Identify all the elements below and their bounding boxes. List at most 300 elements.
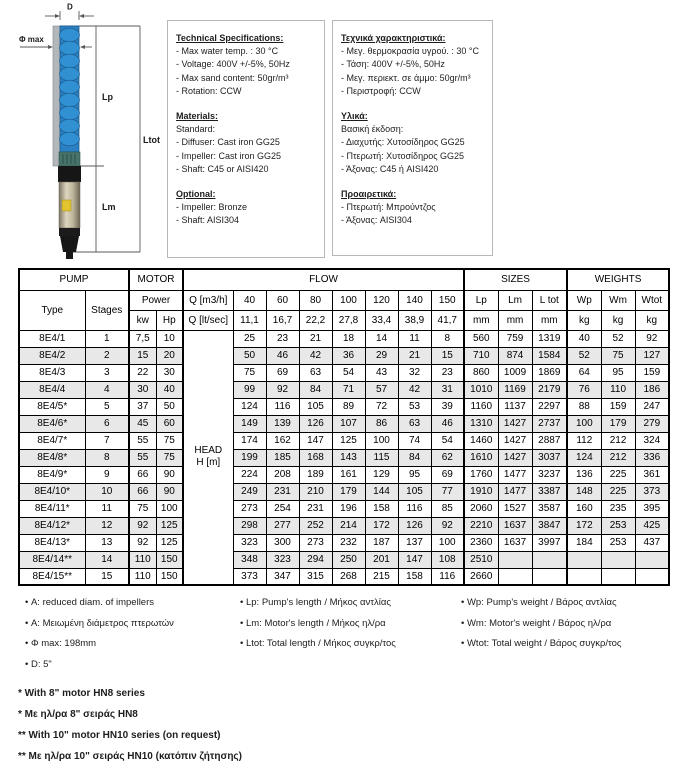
cell-head-m: 144 — [365, 483, 398, 500]
cell-head-m: 149 — [233, 415, 266, 432]
cell-head-m: 54 — [431, 432, 464, 449]
column-header-type: Type — [19, 290, 85, 330]
cell-head-m: 71 — [332, 381, 365, 398]
cell-head-m: 172 — [365, 517, 398, 534]
cell-head-m: 43 — [365, 364, 398, 381]
column-header-stages: Stages — [85, 290, 129, 330]
coupling-band — [58, 166, 81, 182]
cell-size-mm: 3387 — [532, 483, 567, 500]
cell-hp: 90 — [156, 483, 183, 500]
cell-head-m: 46 — [431, 415, 464, 432]
cell-head-m: 105 — [398, 483, 431, 500]
cell-head-m: 125 — [332, 432, 365, 449]
cell-size-mm: 2179 — [532, 381, 567, 398]
cell-head-m: 348 — [233, 551, 266, 568]
cell-weight-kg: 64 — [567, 364, 601, 381]
cell-size-mm: 1160 — [464, 398, 498, 415]
spec-item: - Πτερωτή: Μπρούντζος — [341, 202, 436, 213]
cell-head-m: 300 — [266, 534, 299, 551]
cell-head-m: 116 — [398, 500, 431, 517]
cell-size-mm: 1137 — [498, 398, 532, 415]
cell-hp: 30 — [156, 364, 183, 381]
cell-head-m: 50 — [233, 347, 266, 364]
weight-unit-header: kg — [635, 310, 669, 330]
spec-section — [341, 110, 484, 176]
spec-section — [341, 188, 484, 228]
cell-head-m: 39 — [431, 398, 464, 415]
cell-stages: 14 — [85, 551, 129, 568]
cell-pump-type: 8E4/10* — [19, 483, 85, 500]
cell-head-m: 15 — [431, 347, 464, 364]
spec-item: - Περιστροφή: CCW — [341, 85, 421, 96]
spec-item: - Μεγ. θερμοκρασία υγρού. : 30 °C — [341, 46, 479, 57]
cell-hp: 40 — [156, 381, 183, 398]
cell-size-mm: 710 — [464, 347, 498, 364]
section-header-pump: PUMP — [19, 269, 129, 290]
table-row — [19, 398, 669, 415]
spec-item: - Τάση: 400V +/-5%, 50Hz — [341, 59, 445, 70]
legend-item: • Wm: Motor's weight / Βάρος ηλ/ρα — [461, 618, 622, 639]
spec-subheading: Standard: — [176, 124, 216, 135]
cell-weight-kg: 159 — [635, 364, 669, 381]
legend-column — [461, 597, 622, 659]
cell-head-m: 42 — [299, 347, 332, 364]
cell-head-m: 53 — [398, 398, 431, 415]
flow-rate-m3h-header: 150 — [431, 290, 464, 310]
section-header-motor: MOTOR — [129, 269, 183, 290]
cell-hp: 60 — [156, 415, 183, 432]
cell-size-mm: 2887 — [532, 432, 567, 449]
cell-weight-kg: 40 — [567, 330, 601, 347]
legend-item: • Ltot: Total length / Μήκος συγκρ/τος — [240, 638, 396, 659]
spec-item: - Max water temp. : 30 °C — [176, 46, 279, 57]
table-row — [19, 432, 669, 449]
cell-kw: 55 — [129, 432, 156, 449]
cell-head-m: 23 — [266, 330, 299, 347]
cell-head-m: 249 — [233, 483, 266, 500]
cell-head-m: 115 — [365, 449, 398, 466]
cell-pump-type: 8E4/7* — [19, 432, 85, 449]
cell-size-mm: 2660 — [464, 568, 498, 585]
spec-item: - Diffuser: Cast iron GG25 — [176, 137, 280, 148]
weight-unit-header: kg — [567, 310, 601, 330]
cell-head-m: 252 — [299, 517, 332, 534]
cell-head-m: 158 — [365, 500, 398, 517]
cell-head-m: 187 — [365, 534, 398, 551]
cell-pump-type: 8E4/4 — [19, 381, 85, 398]
legend-item: • Wtot: Total weight / Βάρος συγκρ/τος — [461, 638, 622, 659]
legend-item: • Lm: Motor's length / Μήκος ηλ/ρα — [240, 618, 396, 639]
flow-rate-m3h-header: 40 — [233, 290, 266, 310]
cell-head-m: 11 — [398, 330, 431, 347]
cell-pump-type: 8E4/15** — [19, 568, 85, 585]
legend-column — [25, 597, 174, 679]
cell-head-m: 129 — [365, 466, 398, 483]
flow-rate-m3h-header: 100 — [332, 290, 365, 310]
cell-head-m: 89 — [332, 398, 365, 415]
cell-head-m: 75 — [233, 364, 266, 381]
cell-size-mm: 3237 — [532, 466, 567, 483]
legend-item: • Φ max: 198mm — [25, 638, 174, 659]
cell-stages: 9 — [85, 466, 129, 483]
table-section-header-row — [19, 269, 669, 290]
cell-head-m: 29 — [365, 347, 398, 364]
cell-weight-kg: 184 — [567, 534, 601, 551]
cell-size-mm: 2060 — [464, 500, 498, 517]
spec-box-english — [167, 20, 325, 258]
cell-head-m: 116 — [431, 568, 464, 585]
cell-weight-kg: 75 — [601, 347, 635, 364]
cell-size-mm: 1009 — [498, 364, 532, 381]
cell-head-m: 162 — [266, 432, 299, 449]
weight-column-header: Wtot — [635, 290, 669, 310]
cell-stages: 7 — [85, 432, 129, 449]
cell-head-m: 137 — [398, 534, 431, 551]
spec-heading: Προαιρετικά: — [341, 189, 397, 200]
cell-size-mm: 1760 — [464, 466, 498, 483]
cell-head-m: 139 — [266, 415, 299, 432]
cell-kw: 66 — [129, 466, 156, 483]
cell-kw: 110 — [129, 568, 156, 585]
cell-head-m: 25 — [233, 330, 266, 347]
cell-stages: 4 — [85, 381, 129, 398]
cell-head-m: 54 — [332, 364, 365, 381]
cell-hp: 150 — [156, 551, 183, 568]
cell-kw: 66 — [129, 483, 156, 500]
flow-rate-ltsec-header: 11,1 — [233, 310, 266, 330]
spec-item: - Shaft: C45 or AISI420 — [176, 163, 269, 174]
head-merged-cell: HEAD H [m] — [183, 330, 233, 585]
cell-head-m: 277 — [266, 517, 299, 534]
cell-head-m: 42 — [398, 381, 431, 398]
cell-pump-type: 8E4/3 — [19, 364, 85, 381]
cell-weight-kg: 324 — [635, 432, 669, 449]
flow-rate-ltsec-header: 16,7 — [266, 310, 299, 330]
cell-head-m: 69 — [431, 466, 464, 483]
cell-weight-kg: 437 — [635, 534, 669, 551]
motor-label — [62, 200, 71, 211]
cell-size-mm: 1319 — [532, 330, 567, 347]
cell-weight-kg: 159 — [601, 398, 635, 415]
cell-weight-kg: 225 — [601, 483, 635, 500]
flow-rate-ltsec-header: 22,2 — [299, 310, 332, 330]
cell-head-m: 31 — [431, 381, 464, 398]
spec-section — [341, 32, 484, 98]
cell-head-m: 201 — [365, 551, 398, 568]
cell-weight-kg: 179 — [601, 415, 635, 432]
footnote: * Με ηλ/ρα 8" σειράς HN8 — [18, 709, 138, 720]
cell-head-m: 373 — [233, 568, 266, 585]
spec-heading: Υλικά: — [341, 111, 368, 122]
cell-hp: 20 — [156, 347, 183, 364]
cell-stages: 1 — [85, 330, 129, 347]
bottom-tip — [66, 252, 73, 259]
cell-head-m: 32 — [398, 364, 431, 381]
weight-unit-header: kg — [601, 310, 635, 330]
cell-head-m: 77 — [431, 483, 464, 500]
cell-weight-kg: 92 — [635, 330, 669, 347]
flow-rate-m3h-header: 120 — [365, 290, 398, 310]
table-row — [19, 415, 669, 432]
legend-item: • D: 5" — [25, 659, 174, 680]
cell-head-m: 168 — [299, 449, 332, 466]
cell-head-m: 21 — [398, 347, 431, 364]
cell-size-mm: 874 — [498, 347, 532, 364]
cell-head-m: 273 — [233, 500, 266, 517]
cell-kw: 45 — [129, 415, 156, 432]
column-header-q-m3h: Q [m3/h] — [183, 290, 233, 310]
spec-item: - Άξονας: AISI304 — [341, 215, 412, 226]
spec-heading: Technical Specifications: — [176, 33, 284, 43]
legend-item: • Wp: Pump's weight / Βάρος αντλίας — [461, 597, 622, 618]
cell-head-m: 23 — [431, 364, 464, 381]
cell-head-m: 57 — [365, 381, 398, 398]
cell-pump-type: 8E4/1 — [19, 330, 85, 347]
size-column-header: Lm — [498, 290, 532, 310]
pump-diagram — [18, 2, 168, 264]
cell-kw: 30 — [129, 381, 156, 398]
cell-head-m: 107 — [332, 415, 365, 432]
cell-head-m: 99 — [233, 381, 266, 398]
cell-stages: 3 — [85, 364, 129, 381]
cell-size-mm — [498, 551, 532, 568]
dim-label-lp: Lp — [102, 92, 113, 102]
spec-item: - Διαχυτής: Χυτοσίδηρος GG25 — [341, 137, 465, 148]
cell-kw: 110 — [129, 551, 156, 568]
cell-weight-kg: 136 — [567, 466, 601, 483]
spec-item: - Rotation: CCW — [176, 85, 242, 96]
cell-head-m: 105 — [299, 398, 332, 415]
dim-label-ltot: Ltot — [143, 135, 160, 145]
cell-size-mm: 1477 — [498, 466, 532, 483]
cell-size-mm: 1427 — [498, 432, 532, 449]
cell-stages: 6 — [85, 415, 129, 432]
cell-weight-kg: 336 — [635, 449, 669, 466]
cell-head-m: 69 — [266, 364, 299, 381]
cell-weight-kg — [601, 551, 635, 568]
cell-size-mm: 2210 — [464, 517, 498, 534]
cell-weight-kg — [635, 551, 669, 568]
table-row — [19, 449, 669, 466]
legend-item: • Lp: Pump's length / Μήκος αντλίας — [240, 597, 396, 618]
cell-pump-type: 8E4/2 — [19, 347, 85, 364]
cell-kw: 75 — [129, 500, 156, 517]
cell-weight-kg: 395 — [635, 500, 669, 517]
footnote: * With 8" motor HN8 series — [18, 688, 145, 699]
cell-head-m: 92 — [431, 517, 464, 534]
cell-size-mm: 1310 — [464, 415, 498, 432]
bottom-cap — [60, 236, 79, 252]
spec-subheading: Βασική έκδοση: — [341, 124, 404, 135]
cell-head-m: 210 — [299, 483, 332, 500]
cell-head-m: 185 — [266, 449, 299, 466]
cell-weight-kg: 160 — [567, 500, 601, 517]
cell-weight-kg: 212 — [601, 449, 635, 466]
cell-weight-kg: 148 — [567, 483, 601, 500]
cell-weight-kg — [601, 568, 635, 585]
footnote: ** With 10" motor HN10 series (on request) — [18, 730, 221, 741]
spec-section — [176, 32, 316, 98]
table-row — [19, 551, 669, 568]
cell-head-m: 124 — [233, 398, 266, 415]
cell-weight-kg: 253 — [601, 517, 635, 534]
table-row — [19, 517, 669, 534]
legend-column — [240, 597, 396, 659]
cell-kw: 92 — [129, 517, 156, 534]
cell-head-m: 74 — [398, 432, 431, 449]
cell-stages: 8 — [85, 449, 129, 466]
cell-head-m: 62 — [431, 449, 464, 466]
cell-head-m: 147 — [398, 551, 431, 568]
cell-size-mm: 1427 — [498, 415, 532, 432]
cell-size-mm: 3037 — [532, 449, 567, 466]
cell-weight-kg: 247 — [635, 398, 669, 415]
cell-weight-kg: 124 — [567, 449, 601, 466]
cell-size-mm: 2297 — [532, 398, 567, 415]
spec-box-greek — [332, 20, 493, 256]
cell-hp: 10 — [156, 330, 183, 347]
cell-pump-type: 8E4/6* — [19, 415, 85, 432]
cell-weight-kg: 235 — [601, 500, 635, 517]
table-row — [19, 330, 669, 347]
cell-kw: 92 — [129, 534, 156, 551]
spec-item: - Max sand content: 50gr/m³ — [176, 72, 289, 83]
table-row — [19, 381, 669, 398]
performance-table — [18, 268, 670, 586]
dim-label-lm: Lm — [102, 202, 116, 212]
cell-size-mm: 1527 — [498, 500, 532, 517]
cell-weight-kg: 212 — [601, 432, 635, 449]
spec-item: - Voltage: 400V +/-5%, 50Hz — [176, 59, 290, 70]
cell-size-mm: 1460 — [464, 432, 498, 449]
cell-head-m: 116 — [266, 398, 299, 415]
cell-head-m: 63 — [299, 364, 332, 381]
cell-hp: 50 — [156, 398, 183, 415]
cell-head-m: 268 — [332, 568, 365, 585]
cell-head-m: 46 — [266, 347, 299, 364]
flow-rate-m3h-header: 60 — [266, 290, 299, 310]
cell-head-m: 174 — [233, 432, 266, 449]
spec-item: - Μεγ. περιεκτ. σε άμμο: 50gr/m³ — [341, 72, 471, 83]
cell-weight-kg: 172 — [567, 517, 601, 534]
cell-stages: 13 — [85, 534, 129, 551]
cell-pump-type: 8E4/8* — [19, 449, 85, 466]
size-unit-header: mm — [464, 310, 498, 330]
cell-size-mm: 1610 — [464, 449, 498, 466]
legend-item: • A: Μειωμένη διάμετρος πτερωτών — [25, 618, 174, 639]
cell-stages: 12 — [85, 517, 129, 534]
cell-weight-kg: 186 — [635, 381, 669, 398]
cell-head-m: 100 — [431, 534, 464, 551]
cell-weight-kg — [635, 568, 669, 585]
cell-head-m: 84 — [398, 449, 431, 466]
cell-size-mm: 1010 — [464, 381, 498, 398]
motor-ring — [59, 228, 80, 236]
footnotes — [18, 683, 242, 767]
cell-weight-kg: 76 — [567, 381, 601, 398]
cell-kw: 55 — [129, 449, 156, 466]
spec-item: - Impeller: Bronze — [176, 202, 248, 213]
spec-item: - Πτερωτή: Χυτοσίδηρος GG25 — [341, 150, 465, 161]
cell-size-mm: 560 — [464, 330, 498, 347]
cell-head-m: 315 — [299, 568, 332, 585]
cell-head-m: 143 — [332, 449, 365, 466]
table-row — [19, 568, 669, 585]
cell-head-m: 85 — [431, 500, 464, 517]
cell-hp: 150 — [156, 568, 183, 585]
cell-pump-type: 8E4/11* — [19, 500, 85, 517]
cell-head-m: 158 — [398, 568, 431, 585]
size-column-header: L tot — [532, 290, 567, 310]
cell-head-m: 126 — [299, 415, 332, 432]
column-header-power: Power — [129, 290, 183, 310]
cell-pump-type: 8E4/5* — [19, 398, 85, 415]
cell-weight-kg: 225 — [601, 466, 635, 483]
cell-pump-type: 8E4/14** — [19, 551, 85, 568]
spec-heading: Optional: — [176, 189, 216, 200]
column-header-kw: kw — [129, 310, 156, 330]
cell-head-m: 347 — [266, 568, 299, 585]
cell-head-m: 215 — [365, 568, 398, 585]
cell-head-m: 147 — [299, 432, 332, 449]
column-header-hp: Hp — [156, 310, 183, 330]
cell-weight-kg — [567, 551, 601, 568]
cell-size-mm: 3997 — [532, 534, 567, 551]
cell-head-m: 126 — [398, 517, 431, 534]
cell-head-m: 214 — [332, 517, 365, 534]
cell-head-m: 273 — [299, 534, 332, 551]
cell-size-mm: 1637 — [498, 517, 532, 534]
cell-size-mm — [532, 568, 567, 585]
section-header-sizes: SIZES — [464, 269, 567, 290]
cell-head-m: 14 — [365, 330, 398, 347]
cell-weight-kg: 110 — [601, 381, 635, 398]
cell-weight-kg: 52 — [601, 330, 635, 347]
cell-stages: 10 — [85, 483, 129, 500]
cell-size-mm: 1427 — [498, 449, 532, 466]
cell-size-mm: 3587 — [532, 500, 567, 517]
cell-head-m: 224 — [233, 466, 266, 483]
cell-head-m: 63 — [398, 415, 431, 432]
cell-weight-kg — [567, 568, 601, 585]
cell-size-mm: 860 — [464, 364, 498, 381]
cell-stages: 11 — [85, 500, 129, 517]
cell-head-m: 36 — [332, 347, 365, 364]
spec-section — [176, 110, 316, 176]
cell-kw: 7,5 — [129, 330, 156, 347]
cell-head-m: 189 — [299, 466, 332, 483]
spec-item: - Shaft: AISI304 — [176, 215, 240, 226]
cell-weight-kg: 112 — [567, 432, 601, 449]
dim-label-d: D — [67, 2, 73, 12]
cell-stages: 15 — [85, 568, 129, 585]
cell-head-m: 298 — [233, 517, 266, 534]
table-row — [19, 483, 669, 500]
cell-head-m: 232 — [332, 534, 365, 551]
table-row — [19, 364, 669, 381]
cell-pump-type: 8E4/12* — [19, 517, 85, 534]
cell-head-m: 95 — [398, 466, 431, 483]
table-header-row — [19, 290, 669, 310]
flow-rate-ltsec-header: 27,8 — [332, 310, 365, 330]
cell-weight-kg: 279 — [635, 415, 669, 432]
cell-weight-kg: 127 — [635, 347, 669, 364]
flow-rate-m3h-header: 80 — [299, 290, 332, 310]
size-column-header: Lp — [464, 290, 498, 310]
cell-head-m: 294 — [299, 551, 332, 568]
cell-size-mm: 2510 — [464, 551, 498, 568]
cell-head-m: 161 — [332, 466, 365, 483]
